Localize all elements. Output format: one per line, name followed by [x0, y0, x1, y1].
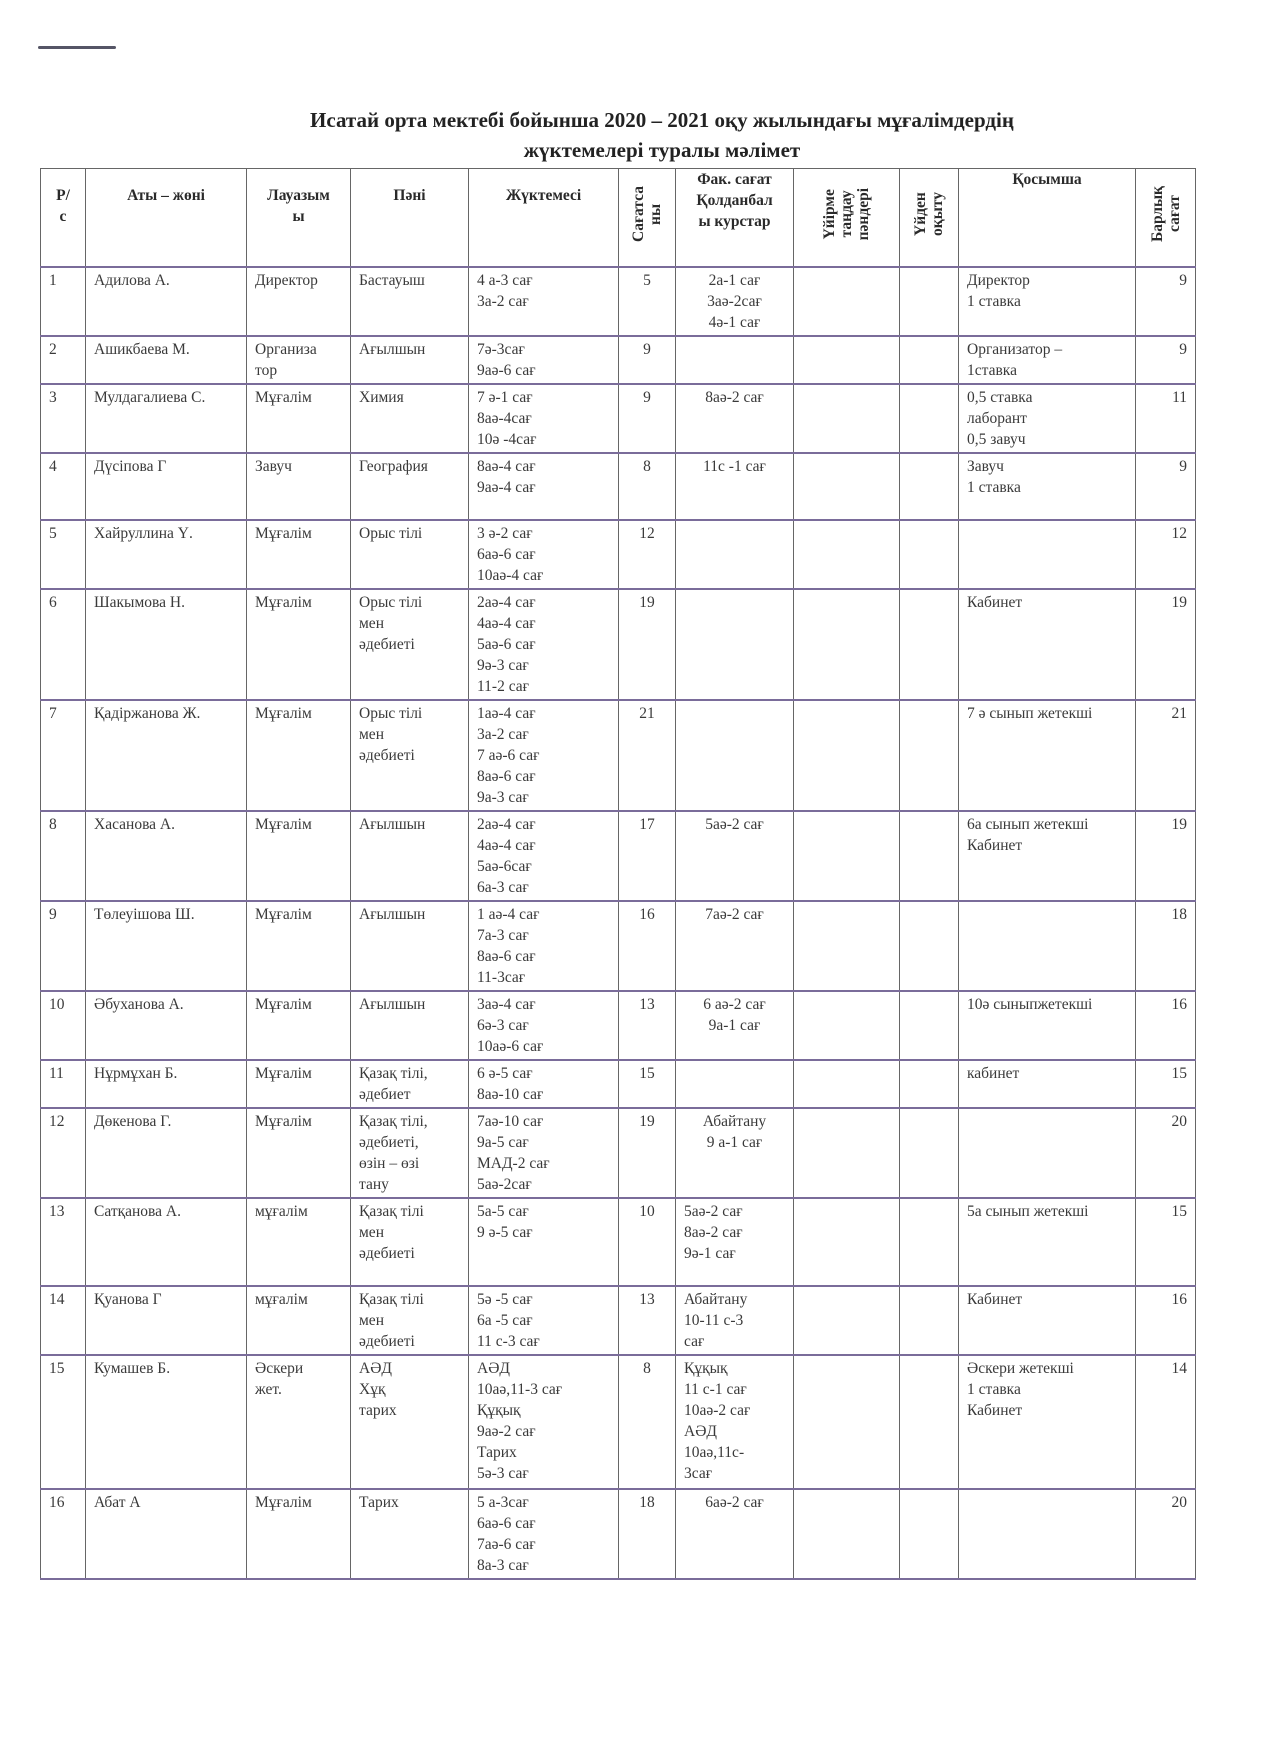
cell-fac: [676, 336, 794, 384]
table-row: [41, 1286, 1196, 1355]
cell-extra: 5а сынып жетекші: [959, 1198, 1136, 1286]
cell-extra: Кабинет: [959, 1286, 1136, 1355]
cell-load: 5ә -5 сағ 6а -5 сағ 11 с-3 сағ: [469, 1286, 619, 1355]
cell-circle: [794, 267, 900, 336]
cell-home: [900, 1355, 959, 1489]
cell-position: Мұғалім: [247, 589, 351, 700]
cell-extra: [959, 901, 1136, 991]
cell-load: 7 ә-1 сағ 8аә-4сағ 10ә -4сағ: [469, 384, 619, 453]
cell-name: Хайруллина Ү.: [86, 520, 247, 589]
cell-name: Әбуханова А.: [86, 991, 247, 1060]
cell-name: Сатқанова А.: [86, 1198, 247, 1286]
table-row: [41, 1198, 1196, 1286]
cell-num: 9: [41, 901, 86, 991]
cell-extra: 7 ә сынып жетекші: [959, 700, 1136, 811]
header-hours: [619, 169, 676, 267]
cell-circle: [794, 1198, 900, 1286]
header-total: [1136, 169, 1196, 267]
cell-load: 5 а-3сағ 6аә-6 сағ 7аә-6 сағ 8а-3 сағ: [469, 1489, 619, 1579]
table-row: [41, 520, 1196, 589]
cell-home: [900, 901, 959, 991]
header-fac: Фак. сағат Қолданбал ы курстар: [676, 169, 794, 267]
cell-load: 4 а-3 сағ 3а-2 сағ: [469, 267, 619, 336]
header-home: [900, 169, 959, 267]
cell-total: 15: [1136, 1060, 1196, 1108]
header-home-text: Үйден оқыту: [912, 192, 946, 237]
cell-position: Мұғалім: [247, 1108, 351, 1198]
cell-subject: Ағылшын: [351, 991, 469, 1060]
table-row: [41, 384, 1196, 453]
cell-hours: 8: [619, 453, 676, 520]
cell-hours: 15: [619, 1060, 676, 1108]
cell-circle: [794, 700, 900, 811]
cell-fac: 2а-1 сағ 3аә-2сағ 4ә-1 сағ: [676, 267, 794, 336]
header-row: [41, 169, 1196, 267]
cell-total: 19: [1136, 589, 1196, 700]
cell-circle: [794, 520, 900, 589]
cell-subject: Орыс тілі: [351, 520, 469, 589]
table-row: [41, 589, 1196, 700]
cell-extra: [959, 520, 1136, 589]
cell-hours: 5: [619, 267, 676, 336]
cell-circle: [794, 1286, 900, 1355]
cell-hours: 19: [619, 1108, 676, 1198]
cell-load: 7аә-10 сағ 9а-5 сағ МАД-2 сағ 5аә-2сағ: [469, 1108, 619, 1198]
cell-circle: [794, 1355, 900, 1489]
table-row: [41, 336, 1196, 384]
cell-subject: Ағылшын: [351, 336, 469, 384]
cell-fac: 8аә-2 сағ: [676, 384, 794, 453]
table-row: [41, 991, 1196, 1060]
cell-num: 10: [41, 991, 86, 1060]
table-row: [41, 1355, 1196, 1489]
cell-load: 1аә-4 сағ 3а-2 сағ 7 аә-6 сағ 8аә-6 сағ 9а-3 сағ: [469, 700, 619, 811]
cell-subject: Ағылшын: [351, 811, 469, 901]
cell-position: Мұғалім: [247, 991, 351, 1060]
cell-home: [900, 1108, 959, 1198]
cell-name: Қадіржанова Ж.: [86, 700, 247, 811]
cell-total: 18: [1136, 901, 1196, 991]
cell-subject: Қазақ тілі мен әдебиеті: [351, 1286, 469, 1355]
teacher-workload-table: [40, 168, 1196, 1580]
cell-position: мұғалім: [247, 1286, 351, 1355]
header-position: Лауазым ы: [247, 169, 351, 267]
cell-position: Мұғалім: [247, 384, 351, 453]
cell-position: Мұғалім: [247, 520, 351, 589]
cell-circle: [794, 1108, 900, 1198]
cell-home: [900, 267, 959, 336]
cell-fac: [676, 1060, 794, 1108]
header-total-text: Барлық сағат: [1148, 186, 1183, 243]
header-name: Аты – жөні: [86, 169, 247, 267]
document-subtitle: жүктемелері туралы мәлімет: [523, 138, 801, 162]
cell-total: 19: [1136, 811, 1196, 901]
cell-num: 15: [41, 1355, 86, 1489]
table-row: [41, 1108, 1196, 1198]
cell-extra: [959, 1108, 1136, 1198]
cell-position: мұғалім: [247, 1198, 351, 1286]
cell-name: Шакымова Н.: [86, 589, 247, 700]
cell-hours: 19: [619, 589, 676, 700]
cell-load: 2аә-4 сағ 4аә-4 сағ 5аә-6сағ 6а-3 сағ: [469, 811, 619, 901]
cell-home: [900, 1286, 959, 1355]
table-row: [41, 811, 1196, 901]
cell-extra: Кабинет: [959, 589, 1136, 700]
cell-num: 5: [41, 520, 86, 589]
cell-extra: [959, 1489, 1136, 1579]
cell-fac: Абайтану 10-11 с-3 сағ: [676, 1286, 794, 1355]
cell-subject: Қазақ тілі, әдебиет: [351, 1060, 469, 1108]
cell-load: 8аә-4 сағ 9аә-4 сағ: [469, 453, 619, 520]
cell-load: 7ә-3сағ 9аә-6 сағ: [469, 336, 619, 384]
cell-total: 16: [1136, 1286, 1196, 1355]
cell-extra: 10ә сыныпжетекші: [959, 991, 1136, 1060]
header-subject: Пәні: [351, 169, 469, 267]
cell-num: 12: [41, 1108, 86, 1198]
cell-position: Мұғалім: [247, 700, 351, 811]
cell-subject: Орыс тілі мен әдебиеті: [351, 700, 469, 811]
cell-num: 14: [41, 1286, 86, 1355]
cell-position: Мұғалім: [247, 1060, 351, 1108]
cell-fac: 6аә-2 сағ: [676, 1489, 794, 1579]
cell-name: Адилова А.: [86, 267, 247, 336]
cell-subject: Ағылшын: [351, 901, 469, 991]
cell-hours: 8: [619, 1355, 676, 1489]
cell-position: Организа тор: [247, 336, 351, 384]
cell-num: 6: [41, 589, 86, 700]
cell-fac: [676, 589, 794, 700]
cell-num: 16: [41, 1489, 86, 1579]
cell-total: 20: [1136, 1489, 1196, 1579]
cell-hours: 13: [619, 991, 676, 1060]
cell-name: Төлеуішова Ш.: [86, 901, 247, 991]
cell-fac: [676, 700, 794, 811]
cell-circle: [794, 589, 900, 700]
cell-subject: Химия: [351, 384, 469, 453]
table-row: [41, 1060, 1196, 1108]
cell-extra: Әскери жетекші 1 ставка Кабинет: [959, 1355, 1136, 1489]
cell-total: 21: [1136, 700, 1196, 811]
cell-hours: 12: [619, 520, 676, 589]
cell-fac: [676, 520, 794, 589]
cell-position: Завуч: [247, 453, 351, 520]
cell-subject: АӘД Хұқ тарих: [351, 1355, 469, 1489]
cell-name: Дүсіпова Г: [86, 453, 247, 520]
cell-subject: Тарих: [351, 1489, 469, 1579]
cell-fac: Абайтану 9 а-1 сағ: [676, 1108, 794, 1198]
cell-num: 4: [41, 453, 86, 520]
cell-name: Кумашев Б.: [86, 1355, 247, 1489]
header-circle-text: Үйірме таңдау пәндері: [821, 188, 872, 241]
cell-fac: 11с -1 сағ: [676, 453, 794, 520]
cell-name: Дөкенова Г.: [86, 1108, 247, 1198]
cell-extra: Завуч 1 ставка: [959, 453, 1136, 520]
cell-hours: 16: [619, 901, 676, 991]
table-row: [41, 700, 1196, 811]
cell-num: 11: [41, 1060, 86, 1108]
cell-circle: [794, 1489, 900, 1579]
cell-circle: [794, 991, 900, 1060]
cell-hours: 13: [619, 1286, 676, 1355]
cell-num: 13: [41, 1198, 86, 1286]
cell-hours: 17: [619, 811, 676, 901]
cell-hours: 18: [619, 1489, 676, 1579]
header-num: Р/ с: [41, 169, 86, 267]
table-row: [41, 453, 1196, 520]
cell-position: Мұғалім: [247, 1489, 351, 1579]
cell-name: Ашикбаева М.: [86, 336, 247, 384]
cell-position: Директор: [247, 267, 351, 336]
cell-num: 8: [41, 811, 86, 901]
cell-load: АӘД 10аә,11-3 сағ Құқық 9аә-2 сағ Тарих 5ә-3 сағ: [469, 1355, 619, 1489]
cell-extra: 6а сынып жетекші Кабинет: [959, 811, 1136, 901]
cell-hours: 9: [619, 384, 676, 453]
cell-total: 9: [1136, 267, 1196, 336]
cell-subject: Қазақ тілі мен әдебиеті: [351, 1198, 469, 1286]
cell-num: 1: [41, 267, 86, 336]
header-extra: Қосымша: [959, 169, 1136, 267]
cell-hours: 10: [619, 1198, 676, 1286]
cell-extra: Директор 1 ставка: [959, 267, 1136, 336]
cell-fac: 6 аә-2 сағ 9а-1 сағ: [676, 991, 794, 1060]
cell-fac: 7аә-2 сағ: [676, 901, 794, 991]
table-row: [41, 901, 1196, 991]
cell-load: 2аә-4 сағ 4аә-4 сағ 5аә-6 сағ 9ә-3 сағ 11-2 сағ: [469, 589, 619, 700]
cell-home: [900, 991, 959, 1060]
cell-home: [900, 453, 959, 520]
table-body: [41, 267, 1196, 1579]
cell-position: Мұғалім: [247, 811, 351, 901]
cell-name: Нұрмұхан Б.: [86, 1060, 247, 1108]
cell-num: 3: [41, 384, 86, 453]
cell-subject: Қазақ тілі, әдебиеті, өзін – өзі тану: [351, 1108, 469, 1198]
scan-artifact: [38, 46, 116, 49]
cell-subject: Бастауыш: [351, 267, 469, 336]
header-circle: [794, 169, 900, 267]
cell-load: 6 ә-5 сағ 8аә-10 сағ: [469, 1060, 619, 1108]
cell-total: 14: [1136, 1355, 1196, 1489]
cell-home: [900, 1489, 959, 1579]
cell-extra: 0,5 ставка лаборант 0,5 завуч: [959, 384, 1136, 453]
cell-fac: Құқық 11 с-1 сағ 10аә-2 сағ АӘД 10аә,11с- 3сағ: [676, 1355, 794, 1489]
cell-total: 11: [1136, 384, 1196, 453]
cell-home: [900, 336, 959, 384]
cell-load: 5а-5 сағ 9 ә-5 сағ: [469, 1198, 619, 1286]
cell-load: 1 аә-4 сағ 7а-3 сағ 8аә-6 сағ 11-3сағ: [469, 901, 619, 991]
cell-total: 20: [1136, 1108, 1196, 1198]
table-row: [41, 267, 1196, 336]
cell-fac: 5аә-2 сағ 8аә-2 сағ 9ә-1 сағ: [676, 1198, 794, 1286]
cell-num: 2: [41, 336, 86, 384]
header-hours-text: Сағатса ны: [630, 186, 664, 243]
cell-total: 12: [1136, 520, 1196, 589]
cell-subject: Орыс тілі мен әдебиеті: [351, 589, 469, 700]
cell-circle: [794, 901, 900, 991]
cell-total: 9: [1136, 336, 1196, 384]
cell-load: 3 ә-2 сағ 6аә-6 сағ 10аә-4 сағ: [469, 520, 619, 589]
cell-load: 3аә-4 сағ 6ә-3 сағ 10аә-6 сағ: [469, 991, 619, 1060]
cell-extra: кабинет: [959, 1060, 1136, 1108]
table-row: [41, 1489, 1196, 1579]
cell-home: [900, 700, 959, 811]
cell-fac: 5аә-2 сағ: [676, 811, 794, 901]
cell-position: Мұғалім: [247, 901, 351, 991]
cell-home: [900, 589, 959, 700]
cell-home: [900, 1060, 959, 1108]
cell-circle: [794, 1060, 900, 1108]
cell-circle: [794, 336, 900, 384]
cell-circle: [794, 453, 900, 520]
cell-circle: [794, 811, 900, 901]
cell-home: [900, 384, 959, 453]
cell-total: 9: [1136, 453, 1196, 520]
cell-hours: 21: [619, 700, 676, 811]
cell-home: [900, 1198, 959, 1286]
cell-total: 16: [1136, 991, 1196, 1060]
cell-hours: 9: [619, 336, 676, 384]
document-title: Исатай орта мектебі бойынша 2020 – 2021 оқу жылындағы мұғалімдердің: [310, 108, 1014, 132]
cell-home: [900, 520, 959, 589]
cell-name: Абат А: [86, 1489, 247, 1579]
cell-home: [900, 811, 959, 901]
header-load: Жүктемесі: [469, 169, 619, 267]
cell-extra: Организатор – 1ставка: [959, 336, 1136, 384]
cell-circle: [794, 384, 900, 453]
cell-name: Хасанова А.: [86, 811, 247, 901]
cell-position: Әскери жет.: [247, 1355, 351, 1489]
cell-subject: География: [351, 453, 469, 520]
cell-name: Мулдагалиева С.: [86, 384, 247, 453]
cell-num: 7: [41, 700, 86, 811]
cell-name: Қуанова Г: [86, 1286, 247, 1355]
cell-total: 15: [1136, 1198, 1196, 1286]
